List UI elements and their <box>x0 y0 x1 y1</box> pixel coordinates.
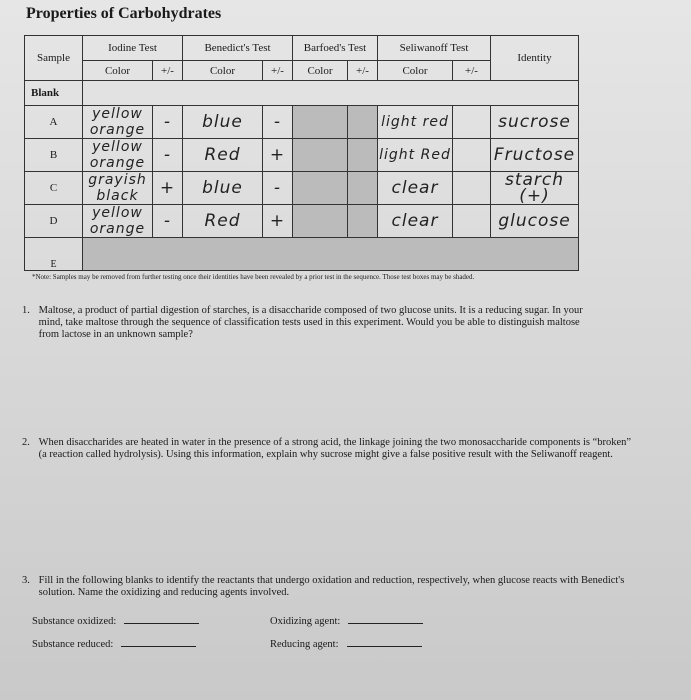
substance-oxidized-label: Substance oxidized: <box>32 616 117 627</box>
reducing-agent-field[interactable] <box>270 636 422 650</box>
iodine-result-cell: - <box>153 106 183 139</box>
substance-reduced-field[interactable] <box>32 636 196 650</box>
iodine-result-cell: - <box>153 205 183 238</box>
benedicts-result-cell: - <box>263 106 293 139</box>
page-title: Properties of Carbohydrates <box>26 5 222 22</box>
table-note: *Note: Samples may be removed from further testing once their identities have been revealed by a prior test in the sequence. Those test boxes may be shaded. <box>32 273 475 281</box>
oxidizing-agent-label: Oxidizing agent: <box>270 616 341 627</box>
color-subheader: Color <box>83 61 153 81</box>
question-text: Fill in the following blanks to identify the reactants that undergo oxidation and reduction, respectively, when glucose reacts with Benedict's solution. Name the oxidizing and reducing agents involved. <box>38 575 625 598</box>
benedicts-result-cell: + <box>263 139 293 172</box>
oxidizing-agent-field[interactable] <box>270 613 423 627</box>
benedicts-color-cell: blue <box>183 106 263 139</box>
question-text: When disaccharides are heated in water in the presence of a strong acid, the linkage joining the two monosaccharide components is “broken” (a reaction called hydrolysis). Using this information, explain why sucrose might give a false positive result with the Seliwanoff reagent. <box>38 437 632 460</box>
pm-subheader: +/- <box>263 61 293 81</box>
blank-row-cells <box>83 81 579 106</box>
color-subheader: Color <box>293 61 348 81</box>
seliwanoff-result-cell <box>453 106 491 139</box>
barfoeds-result-cell <box>348 172 378 205</box>
identity-header: Identity <box>491 36 579 81</box>
benedicts-color-cell: Red <box>183 205 263 238</box>
color-subheader: Color <box>378 61 453 81</box>
sample-label: E <box>25 238 83 271</box>
iodine-color-cell: grayish black <box>83 172 153 205</box>
barfoeds-test-header: Barfoed's Test <box>293 36 378 61</box>
sample-label: B <box>25 139 83 172</box>
question-number: 1. <box>22 305 30 316</box>
iodine-color-cell: yellow orange <box>83 205 153 238</box>
identity-cell: glucose <box>491 205 579 238</box>
substance-reduced-blank[interactable] <box>121 636 196 647</box>
seliwanoff-test-header: Seliwanoff Test <box>378 36 491 61</box>
identity-cell: starch (+) <box>491 172 579 205</box>
reducing-agent-blank[interactable] <box>347 636 422 647</box>
benedicts-result-cell: + <box>263 205 293 238</box>
table-row <box>25 205 579 238</box>
barfoeds-result-cell <box>348 106 378 139</box>
seliwanoff-result-cell <box>453 205 491 238</box>
barfoeds-color-cell <box>293 205 348 238</box>
table-row <box>25 238 579 271</box>
seliwanoff-color-cell: clear <box>378 205 453 238</box>
question-number: 2. <box>22 437 30 448</box>
barfoeds-color-cell <box>293 106 348 139</box>
oxidizing-agent-blank[interactable] <box>348 613 423 624</box>
iodine-result-cell: + <box>153 172 183 205</box>
seliwanoff-color-cell: light red <box>378 106 453 139</box>
iodine-color-cell: yellow orange <box>83 139 153 172</box>
question-text: Maltose, a product of partial digestion of starches, is a disaccharide composed of two glucose units. It is a reducing sugar. In your mind, take maltose through the sequence of classification tests used in this experiment. Would you be able to distinguish maltose from lactose in an unknown sample? <box>38 305 583 340</box>
iodine-color-cell: yellow orange <box>83 106 153 139</box>
pm-subheader: +/- <box>153 61 183 81</box>
table-row <box>25 172 579 205</box>
table-row <box>25 139 579 172</box>
barfoeds-result-cell <box>348 205 378 238</box>
sample-label: Blank <box>25 81 83 106</box>
sample-label: A <box>25 106 83 139</box>
seliwanoff-result-cell <box>453 139 491 172</box>
table-row <box>25 106 579 139</box>
barfoeds-color-cell <box>293 139 348 172</box>
benedicts-color-cell: Red <box>183 139 263 172</box>
seliwanoff-color-cell: light Red <box>378 139 453 172</box>
benedicts-test-header: Benedict's Test <box>183 36 293 61</box>
pm-subheader: +/- <box>453 61 491 81</box>
benedicts-result-cell: - <box>263 172 293 205</box>
question-3 <box>22 575 642 599</box>
question-number: 3. <box>22 575 30 586</box>
sample-label: C <box>25 172 83 205</box>
seliwanoff-color-cell: clear <box>378 172 453 205</box>
identity-cell: Fructose <box>491 139 579 172</box>
reducing-agent-label: Reducing agent: <box>270 639 339 650</box>
barfoeds-result-cell <box>348 139 378 172</box>
pm-subheader: +/- <box>348 61 378 81</box>
color-subheader: Color <box>183 61 263 81</box>
benedicts-color-cell: blue <box>183 172 263 205</box>
sample-label: D <box>25 205 83 238</box>
iodine-result-cell: - <box>153 139 183 172</box>
iodine-test-header: Iodine Test <box>83 36 183 61</box>
identity-cell: sucrose <box>491 106 579 139</box>
substance-oxidized-field[interactable] <box>32 613 199 627</box>
results-table <box>24 35 579 271</box>
substance-oxidized-blank[interactable] <box>124 613 199 624</box>
table-row <box>25 81 579 106</box>
substance-reduced-label: Substance reduced: <box>32 639 114 650</box>
barfoeds-color-cell <box>293 172 348 205</box>
sample-e-cells <box>83 238 579 271</box>
sample-header: Sample <box>25 36 83 81</box>
question-1 <box>22 305 602 341</box>
seliwanoff-result-cell <box>453 172 491 205</box>
question-2 <box>22 437 642 461</box>
